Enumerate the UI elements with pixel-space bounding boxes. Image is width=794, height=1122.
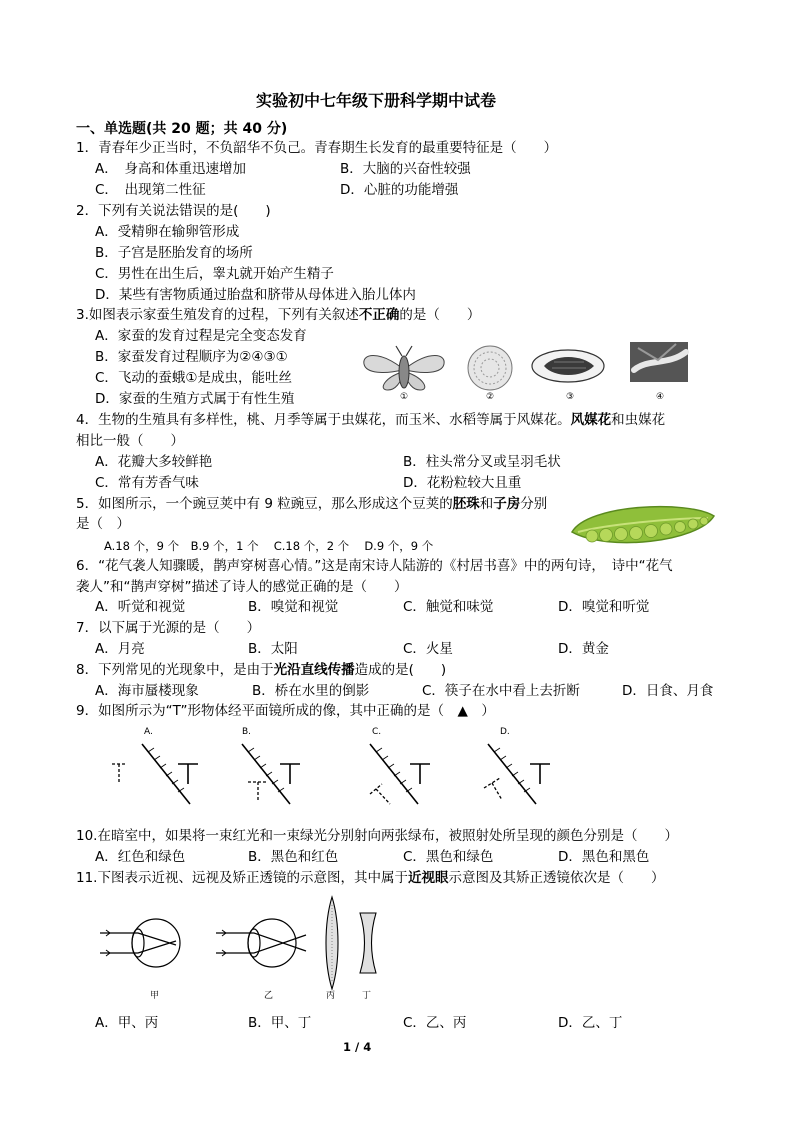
q6-option-c: C．触觉和味觉 xyxy=(403,599,494,615)
q2-stem: 2．下列有关说法错误的是( ) xyxy=(76,203,271,219)
page-number: 1 / 4 xyxy=(343,1040,372,1054)
q2-option-a: A．受精卵在输卵管形成 xyxy=(95,224,240,240)
option-d-figure xyxy=(484,727,550,804)
figure-label-4: ④ xyxy=(656,392,665,402)
figure-label-1: ① xyxy=(400,392,409,402)
q8-option-d: D．日食、月食 xyxy=(622,683,714,699)
q7-option-d: D．黄金 xyxy=(558,641,609,657)
figure-label-2: ② xyxy=(486,392,495,402)
q9-stem: 9．如图所示为“T”形物体经平面镜所成的像，其中正确的是（ ▲ ） xyxy=(76,703,495,719)
q4-stem-emphasis: 风媒花 xyxy=(570,412,612,428)
q8-option-c: C．筷子在水中看上去折断 xyxy=(422,683,580,699)
q4-option-a: A．花瓣大多较鲜艳 xyxy=(95,454,213,470)
q8-option-b: B．桥在水里的倒影 xyxy=(252,683,370,699)
q11-stem-pre: 11.下图表示近视、远视及矫正透镜的示意图，其中属于 xyxy=(76,870,408,886)
q5-stem-emphasis-2: 子房 xyxy=(493,496,521,512)
q10-stem: 10.在暗室中，如果将一束红光和一束绿光分别射向两张绿布，被照射处所呈现的颜色分别是（ ） xyxy=(76,828,678,844)
q3-option-a: A．家蚕的发育过程是完全变态发育 xyxy=(95,328,307,344)
option-d-label: D. xyxy=(500,727,510,737)
option-a-label: A. xyxy=(144,727,153,737)
q8-stem-post: 造成的是( ) xyxy=(354,662,447,678)
mirror-image-figure xyxy=(108,722,568,822)
q10-option-b: B．黑色和红色 xyxy=(248,849,339,865)
q1-option-d: D．心脏的功能增强 xyxy=(340,182,459,198)
q8-option-a: A．海市蜃楼现象 xyxy=(95,683,199,699)
silkworm-moth-image xyxy=(364,346,444,390)
q10-option-d: D．黑色和黑色 xyxy=(558,849,650,865)
q3-stem-emphasis: 不正确 xyxy=(358,307,400,323)
q11-stem-post: 示意图及其矫正透镜依次是（ ） xyxy=(448,870,665,886)
q2-option-b: B．子宫是胚胎发育的场所 xyxy=(95,245,253,261)
q4-stem-post: 和虫媒花 xyxy=(611,412,666,428)
figure-label-jia: 甲 xyxy=(150,991,160,1001)
option-b-label: B. xyxy=(242,727,252,737)
q11-option-a: A．甲、丙 xyxy=(95,1015,159,1031)
q8-stem-pre: 8．下列常见的光现象中，是由于 xyxy=(76,662,274,678)
q6-stem-line1: 6．“花气袭人知骤暖，鹊声穿树喜心情。”这是南宋诗人陆游的《村居书喜》中的两句诗， 诗中“花气 xyxy=(76,558,673,574)
eye-lens-figure xyxy=(96,893,396,1003)
q5-stem-emphasis-1: 胚珠 xyxy=(452,496,480,512)
q4-stem-pre: 4．生物的生殖具有多样性，桃、月季等属于虫媒花，而玉米、水稻等属于风媒花。 xyxy=(76,412,571,428)
figure-label-3: ③ xyxy=(566,392,575,402)
q4-option-b: B．柱头常分叉或呈羽毛状 xyxy=(403,454,561,470)
q5-stem-pre: 5．如图所示，一个豌豆荚中有 9 粒豌豆，那么形成这个豆荚的 xyxy=(76,496,453,512)
q3-stem-pre: 3.如图表示家蚕生殖发育的过程，下列有关叙述 xyxy=(76,307,359,323)
silkworm-larva-image xyxy=(630,342,688,382)
q7-option-b: B．太阳 xyxy=(248,641,298,657)
option-a-figure xyxy=(112,727,198,804)
convex-lens-image xyxy=(326,897,338,989)
q4-stem-line1 xyxy=(76,411,665,429)
q11-option-b: B．甲、丁 xyxy=(248,1015,312,1031)
silkworm-eggs-image xyxy=(468,346,512,390)
silkworm-lifecycle-figure xyxy=(358,340,688,400)
q4-option-d: D．花粉粒较大且重 xyxy=(403,475,522,491)
q8-stem xyxy=(76,661,446,679)
page-title: 实验初中七年级下册科学期中试卷 xyxy=(256,91,497,110)
q3-stem-post: 的是（ ） xyxy=(399,307,481,323)
option-c-figure xyxy=(370,727,430,804)
q7-option-a: A．月亮 xyxy=(95,641,145,657)
figure-label-ding: 丁 xyxy=(362,991,372,1001)
q2-option-d: D．某些有害物质通过胎盘和脐带从母体进入胎儿体内 xyxy=(95,287,416,303)
q3-option-b: B．家蚕发育过程顺序为②④③① xyxy=(95,349,288,365)
q7-stem: 7．以下属于光源的是（ ） xyxy=(76,620,261,636)
q1-option-b: B．大脑的兴奋性较强 xyxy=(340,161,471,177)
q6-option-b: B．嗅觉和视觉 xyxy=(248,599,339,615)
q5-stem-mid: 和 xyxy=(479,496,494,512)
q1-option-c: C． 出现第二性征 xyxy=(95,182,206,198)
q4-option-c: C．常有芳香气味 xyxy=(95,475,199,491)
q6-option-d: D．嗅觉和听觉 xyxy=(558,599,650,615)
q3-option-d: D．家蚕的生殖方式属于有性生殖 xyxy=(95,391,295,407)
q1-option-a: A． 身高和体重迅速增加 xyxy=(95,161,246,177)
q11-stem xyxy=(76,869,664,887)
q11-stem-emphasis: 近视眼 xyxy=(407,870,449,886)
q7-option-c: C．火星 xyxy=(403,641,453,657)
q10-option-a: A．红色和绿色 xyxy=(95,849,186,865)
q5-options: A.18 个，9 个 B.9 个，1 个 C.18 个，2 个 D.9 个，9 个 xyxy=(104,539,434,553)
eye-diagram-yi xyxy=(216,919,306,967)
option-b-figure xyxy=(242,727,300,804)
figure-label-bing: 丙 xyxy=(326,991,336,1001)
concave-lens-image xyxy=(360,913,376,973)
eye-diagram-jia xyxy=(100,919,180,967)
q2-option-c: C．男性在出生后，睾丸就开始产生精子 xyxy=(95,266,334,282)
section-heading: 一、单选题(共 20 题；共 40 分) xyxy=(76,121,288,137)
silkworm-pupa-image xyxy=(532,350,604,382)
q5-stem-line1 xyxy=(76,495,547,513)
q3-option-c: C．飞动的蚕蛾①是成虫，能吐丝 xyxy=(95,370,293,386)
pea-pod-image xyxy=(568,498,718,554)
q5-stem-post: 分别 xyxy=(520,496,548,512)
option-c-label: C. xyxy=(372,727,382,737)
q1-stem: 1．青春年少正当时，不负韶华不负己。青春期生长发育的最重要特征是（ ） xyxy=(76,140,558,156)
q6-stem-line2: 袭人”和“鹊声穿树”描述了诗人的感觉正确的是（ ） xyxy=(76,579,408,595)
q11-option-d: D．乙、丁 xyxy=(558,1015,623,1031)
q6-option-a: A．听觉和视觉 xyxy=(95,599,186,615)
q3-stem xyxy=(76,306,480,324)
q8-stem-emphasis: 光沿直线传播 xyxy=(273,662,355,678)
q10-option-c: C．黑色和绿色 xyxy=(403,849,494,865)
q11-option-c: C．乙、丙 xyxy=(403,1015,467,1031)
figure-label-yi: 乙 xyxy=(264,991,274,1001)
q4-stem-line2: 相比一般（ ） xyxy=(76,433,184,449)
q5-stem-line2: 是（ ） xyxy=(76,516,130,532)
